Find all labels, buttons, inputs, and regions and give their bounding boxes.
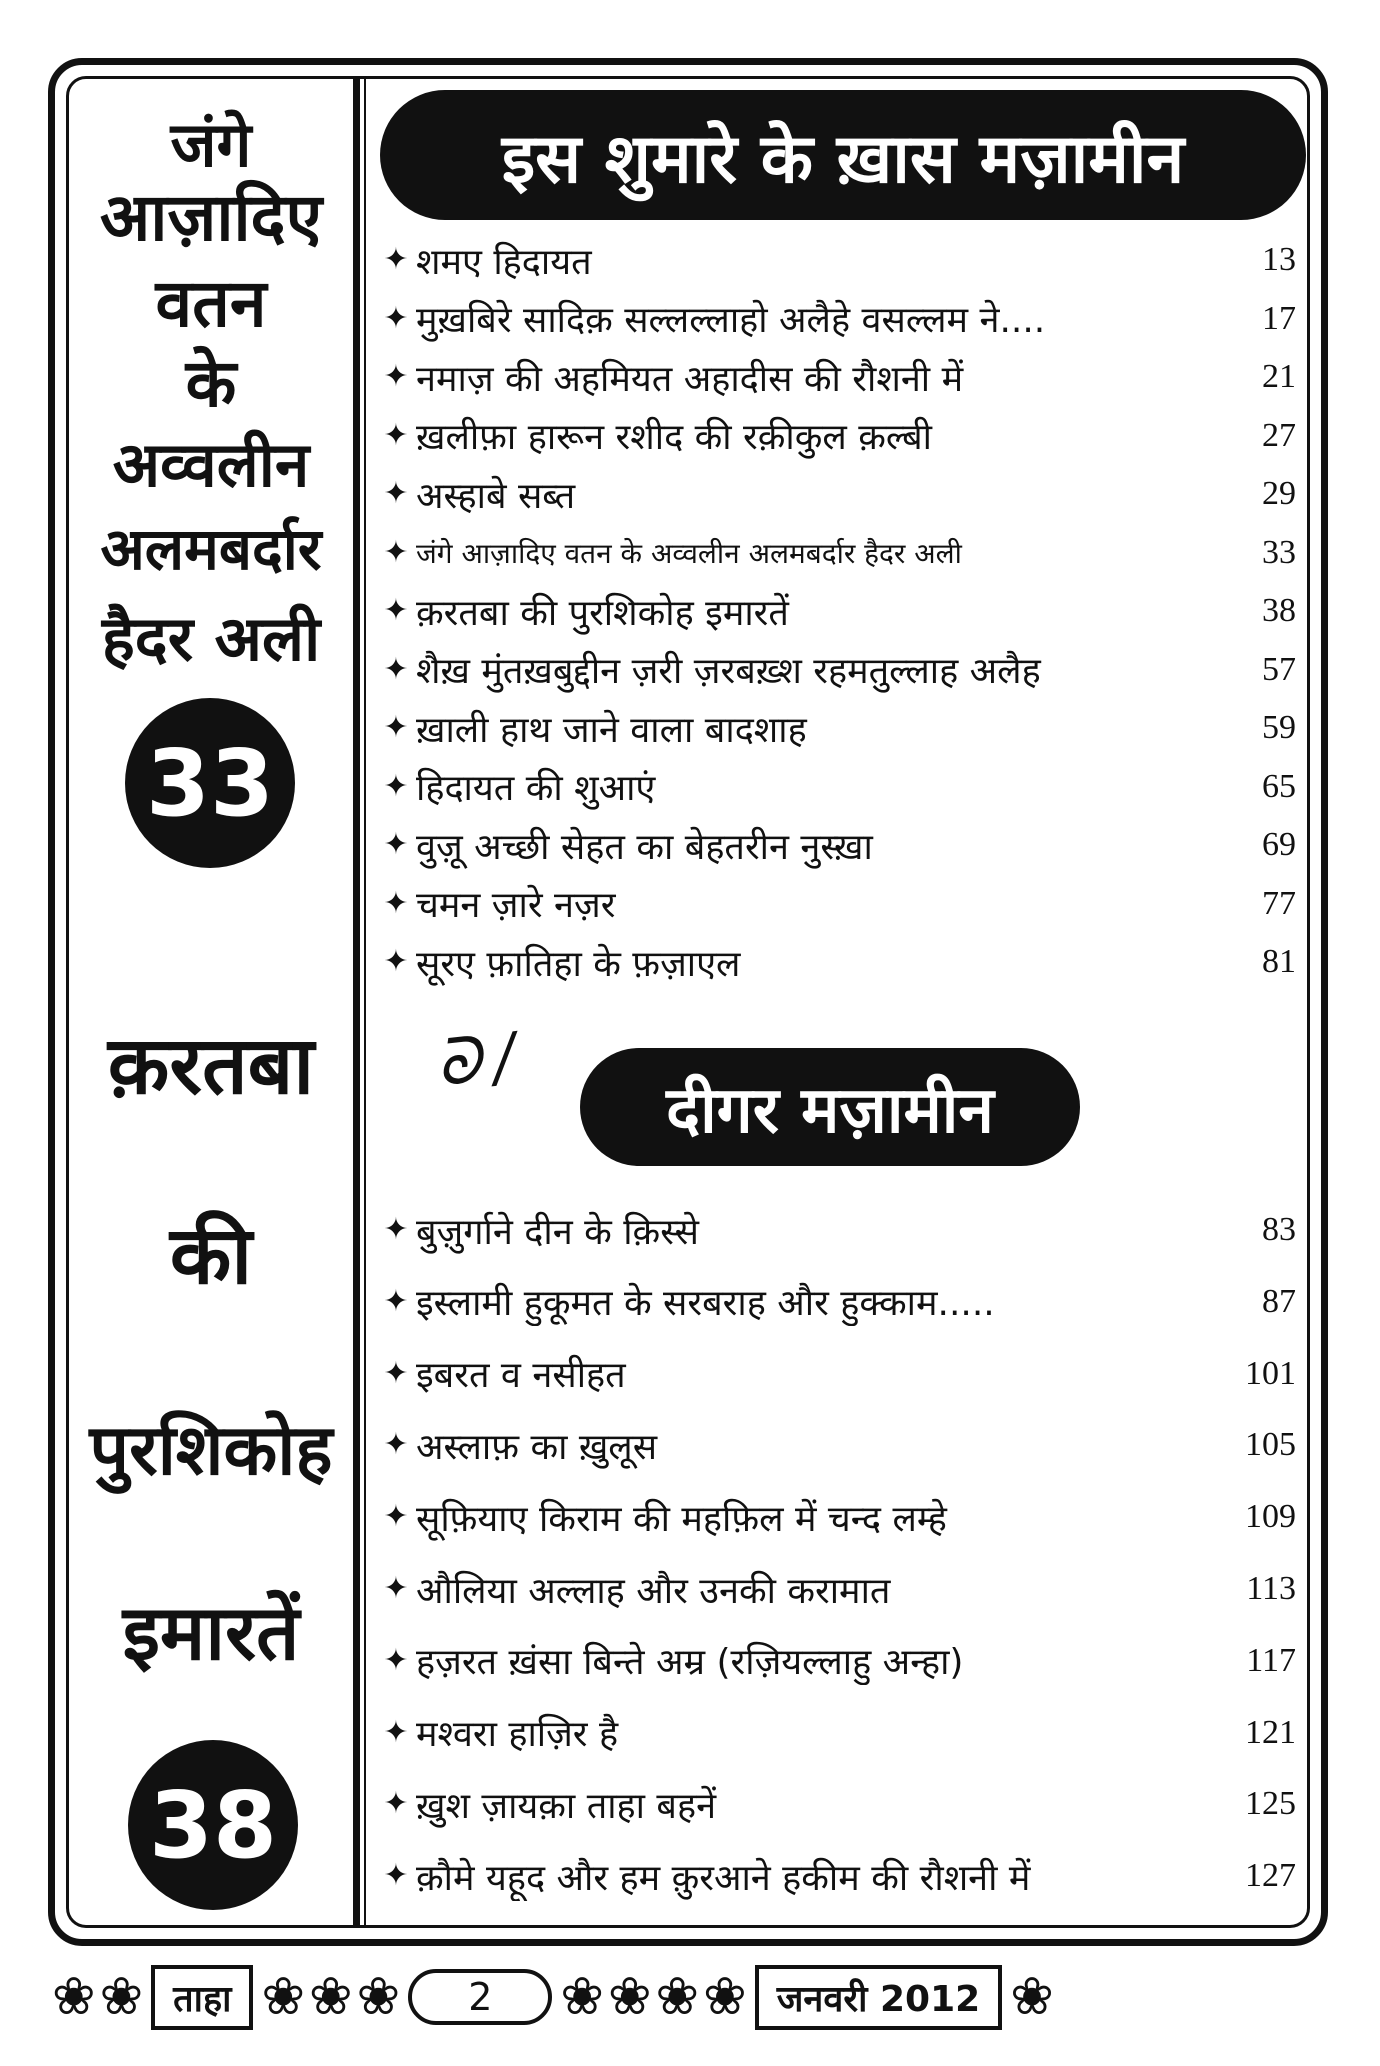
toc-title: बुज़ुर्गाने दीन के क़िस्से — [416, 1211, 699, 1253]
magazine-name: ताहा — [151, 1965, 253, 2030]
toc-title: जंगे आज़ादिए वतन के अव्वलीन अलमबर्दार हैदर अली — [416, 536, 962, 570]
feature2-line: क़रतबा — [107, 1018, 315, 1112]
toc-row — [376, 1705, 1296, 1761]
flower-ornament-icon: ❀ — [261, 1967, 306, 2027]
toc-row — [376, 466, 1296, 522]
toc-page-number: 13 — [1262, 241, 1296, 278]
bullet-star-icon: ✦ — [383, 1427, 409, 1463]
column-divider — [353, 76, 360, 1928]
flower-ornament-icon: ❀ — [560, 1967, 604, 2027]
toc-row — [376, 759, 1296, 815]
flower-ornament-icon: ❀ — [1010, 1967, 1054, 2027]
toc-row — [376, 1633, 1296, 1689]
bullet-star-icon: ✦ — [383, 1499, 409, 1535]
flower-ornament-icon: ❀ — [607, 1967, 652, 2027]
toc-row — [376, 817, 1296, 873]
feature1-line: आज़ादिए — [99, 178, 323, 256]
toc-title: ख़लीफ़ा हारून रशीद की रक़ीकुल क़ल्बी — [416, 417, 933, 458]
bullet-star-icon: ✦ — [383, 359, 409, 394]
flower-ornament-icon: ❀ — [356, 1967, 401, 2027]
bullet-star-icon: ✦ — [383, 1786, 409, 1822]
toc-page-number: 17 — [1262, 299, 1296, 337]
toc-title: ख़ाली हाथ जाने वाला बादशाह — [416, 709, 807, 751]
feature2-line: इमारतें — [122, 1588, 300, 1677]
bullet-star-icon: ✦ — [383, 1571, 409, 1606]
feature1-line: अलमबर्दार — [100, 515, 322, 583]
toc-title: इबरत व नसीहत — [416, 1355, 626, 1397]
toc-title: हज़रत ख़ंसा बिन्ते अम्र (रज़ियल्लाहु अन्हा) — [416, 1642, 964, 1684]
toc-row — [376, 408, 1296, 464]
toc-row — [376, 232, 1296, 288]
toc-title: शैख़ मुंतख़बुद्दीन ज़री ज़रबख़्श रहमतुल्लाह अलैह — [416, 651, 1041, 692]
toc-page-number: 21 — [1262, 358, 1296, 395]
bullet-star-icon: ✦ — [383, 300, 409, 336]
toc-title: मुख़बिरे सादिक़ सल्लल्लाहो अलैहे वसल्लम ने.... — [416, 300, 1046, 341]
bullet-star-icon: ✦ — [383, 827, 409, 862]
special-articles-heading: इस शुमारे के ख़ास मज़ामीन — [380, 90, 1306, 220]
bullet-star-icon: ✦ — [383, 534, 409, 570]
toc-page-number: 29 — [1262, 475, 1296, 512]
toc-title: अस्लाफ़ का ख़ुलूस — [416, 1426, 658, 1468]
toc-page-number: 65 — [1262, 767, 1296, 805]
toc-page-number: 121 — [1245, 1713, 1296, 1751]
toc-title: नमाज़ की अहमियत अहादीस की रौशनी में — [416, 358, 964, 400]
toc-page-number: 27 — [1262, 416, 1296, 454]
feature1-line: जंगे — [170, 108, 252, 181]
toc-title: अस्हाबे सब्त — [416, 475, 576, 517]
toc-page-number: 101 — [1245, 1354, 1296, 1392]
toc-page-number: 33 — [1262, 533, 1296, 571]
toc-page-number: 38 — [1262, 592, 1296, 629]
column-divider-thin — [364, 76, 366, 1928]
toc-page-number: 59 — [1262, 709, 1296, 746]
toc-page-number: 105 — [1245, 1426, 1296, 1464]
toc-row — [376, 583, 1296, 639]
toc-row — [376, 525, 1296, 581]
feature2-line: की — [169, 1208, 253, 1302]
bullet-star-icon: ✦ — [383, 476, 409, 511]
bullet-star-icon: ✦ — [383, 593, 409, 628]
toc-title: मश्वरा हाज़िर है — [416, 1714, 619, 1756]
toc-title: हिदायत की शुआएं — [416, 768, 656, 809]
bullet-star-icon: ✦ — [383, 1714, 409, 1750]
toc-row — [376, 700, 1296, 756]
bullet-star-icon: ✦ — [383, 1642, 409, 1678]
toc-page-number: 83 — [1262, 1211, 1296, 1248]
toc-title: चमन ज़ारे नज़र — [416, 885, 616, 926]
toc-page-number: 113 — [1246, 1570, 1296, 1607]
bullet-star-icon: ✦ — [383, 1283, 409, 1319]
bullet-star-icon: ✦ — [383, 1858, 409, 1894]
feature1-line: अव्वलीन — [112, 428, 310, 501]
toc-row — [376, 876, 1296, 932]
other-articles-heading: दीगर मज़ामीन — [580, 1048, 1080, 1166]
bullet-star-icon: ✦ — [383, 710, 409, 745]
feature1-line: के — [185, 344, 237, 422]
bullet-star-icon: ✦ — [383, 1355, 409, 1391]
toc-row — [376, 1561, 1296, 1617]
toc-title: इस्लामी हुकूमत के सरबराह और हुक्काम..... — [416, 1283, 995, 1325]
flower-ornament-icon: ❀ — [52, 1967, 96, 2027]
toc-row — [376, 934, 1296, 990]
feature1-page-badge: 33 — [125, 698, 295, 868]
bullet-star-icon: ✦ — [383, 885, 409, 921]
feature1-line: वतन — [155, 264, 267, 342]
toc-title: ख़ुश ज़ायक़ा ताहा बहनें — [416, 1785, 717, 1827]
toc-title: वुज़ू अच्छी सेहत का बेहतरीन नुस्ख़ा — [416, 826, 873, 868]
bullet-star-icon: ✦ — [383, 651, 409, 687]
toc-title: औलिया अल्लाह और उनकी करामात — [416, 1570, 891, 1612]
feature2-line: पुरशिकोह — [89, 1408, 333, 1491]
toc-row — [376, 349, 1296, 405]
issue-date: जनवरी 2012 — [755, 1965, 1003, 2030]
bullet-star-icon: ✦ — [383, 242, 409, 277]
feature1-line: हैदर अली — [101, 602, 321, 675]
toc-row — [376, 1848, 1296, 1904]
bullet-star-icon: ✦ — [383, 944, 409, 979]
toc-title: शमए हिदायत — [416, 241, 592, 283]
toc-page-number: 77 — [1262, 884, 1296, 922]
toc-page-number: 109 — [1245, 1498, 1296, 1536]
toc-title: क़रतबा की पुरशिकोह इमारतें — [416, 592, 789, 634]
bullet-star-icon: ✦ — [383, 768, 409, 804]
flower-ornament-icon: ❀ — [99, 1967, 144, 2027]
toc-title: सूफ़ियाए किराम की महफ़िल में चन्द लम्हे — [416, 1498, 947, 1540]
footer — [50, 1962, 1340, 2032]
toc-title: सूरए फ़ातिहा के फ़ज़ाएल — [416, 943, 741, 985]
page-number: 2 — [408, 1969, 552, 2025]
flower-ornament-icon: ❀ — [703, 1967, 747, 2027]
toc-row — [376, 642, 1296, 698]
toc-title: क़ौमे यहूद और हम क़ुरआने हकीम की रौशनी में — [416, 1857, 1031, 1899]
handwritten-mark: ᘐ / — [432, 1020, 520, 1102]
toc-row — [376, 1346, 1296, 1402]
toc-page-number: 81 — [1262, 943, 1296, 980]
toc-page-number: 87 — [1262, 1282, 1296, 1320]
bullet-star-icon: ✦ — [383, 1212, 409, 1247]
toc-page-number: 125 — [1245, 1785, 1296, 1823]
toc-row — [376, 1202, 1296, 1258]
flower-ornament-icon: ❀ — [655, 1967, 700, 2027]
toc-page-number: 57 — [1262, 650, 1296, 688]
toc-row — [376, 291, 1296, 347]
toc-row — [376, 1776, 1296, 1832]
toc-row — [376, 1274, 1296, 1330]
toc-page-number: 117 — [1246, 1641, 1296, 1679]
toc-page-number: 127 — [1245, 1857, 1296, 1895]
bullet-star-icon: ✦ — [383, 417, 409, 453]
toc-page-number: 69 — [1262, 826, 1296, 863]
feature2-page-badge: 38 — [128, 1740, 298, 1910]
toc-row — [376, 1417, 1296, 1473]
flower-ornament-icon: ❀ — [309, 1967, 353, 2027]
toc-row — [376, 1489, 1296, 1545]
